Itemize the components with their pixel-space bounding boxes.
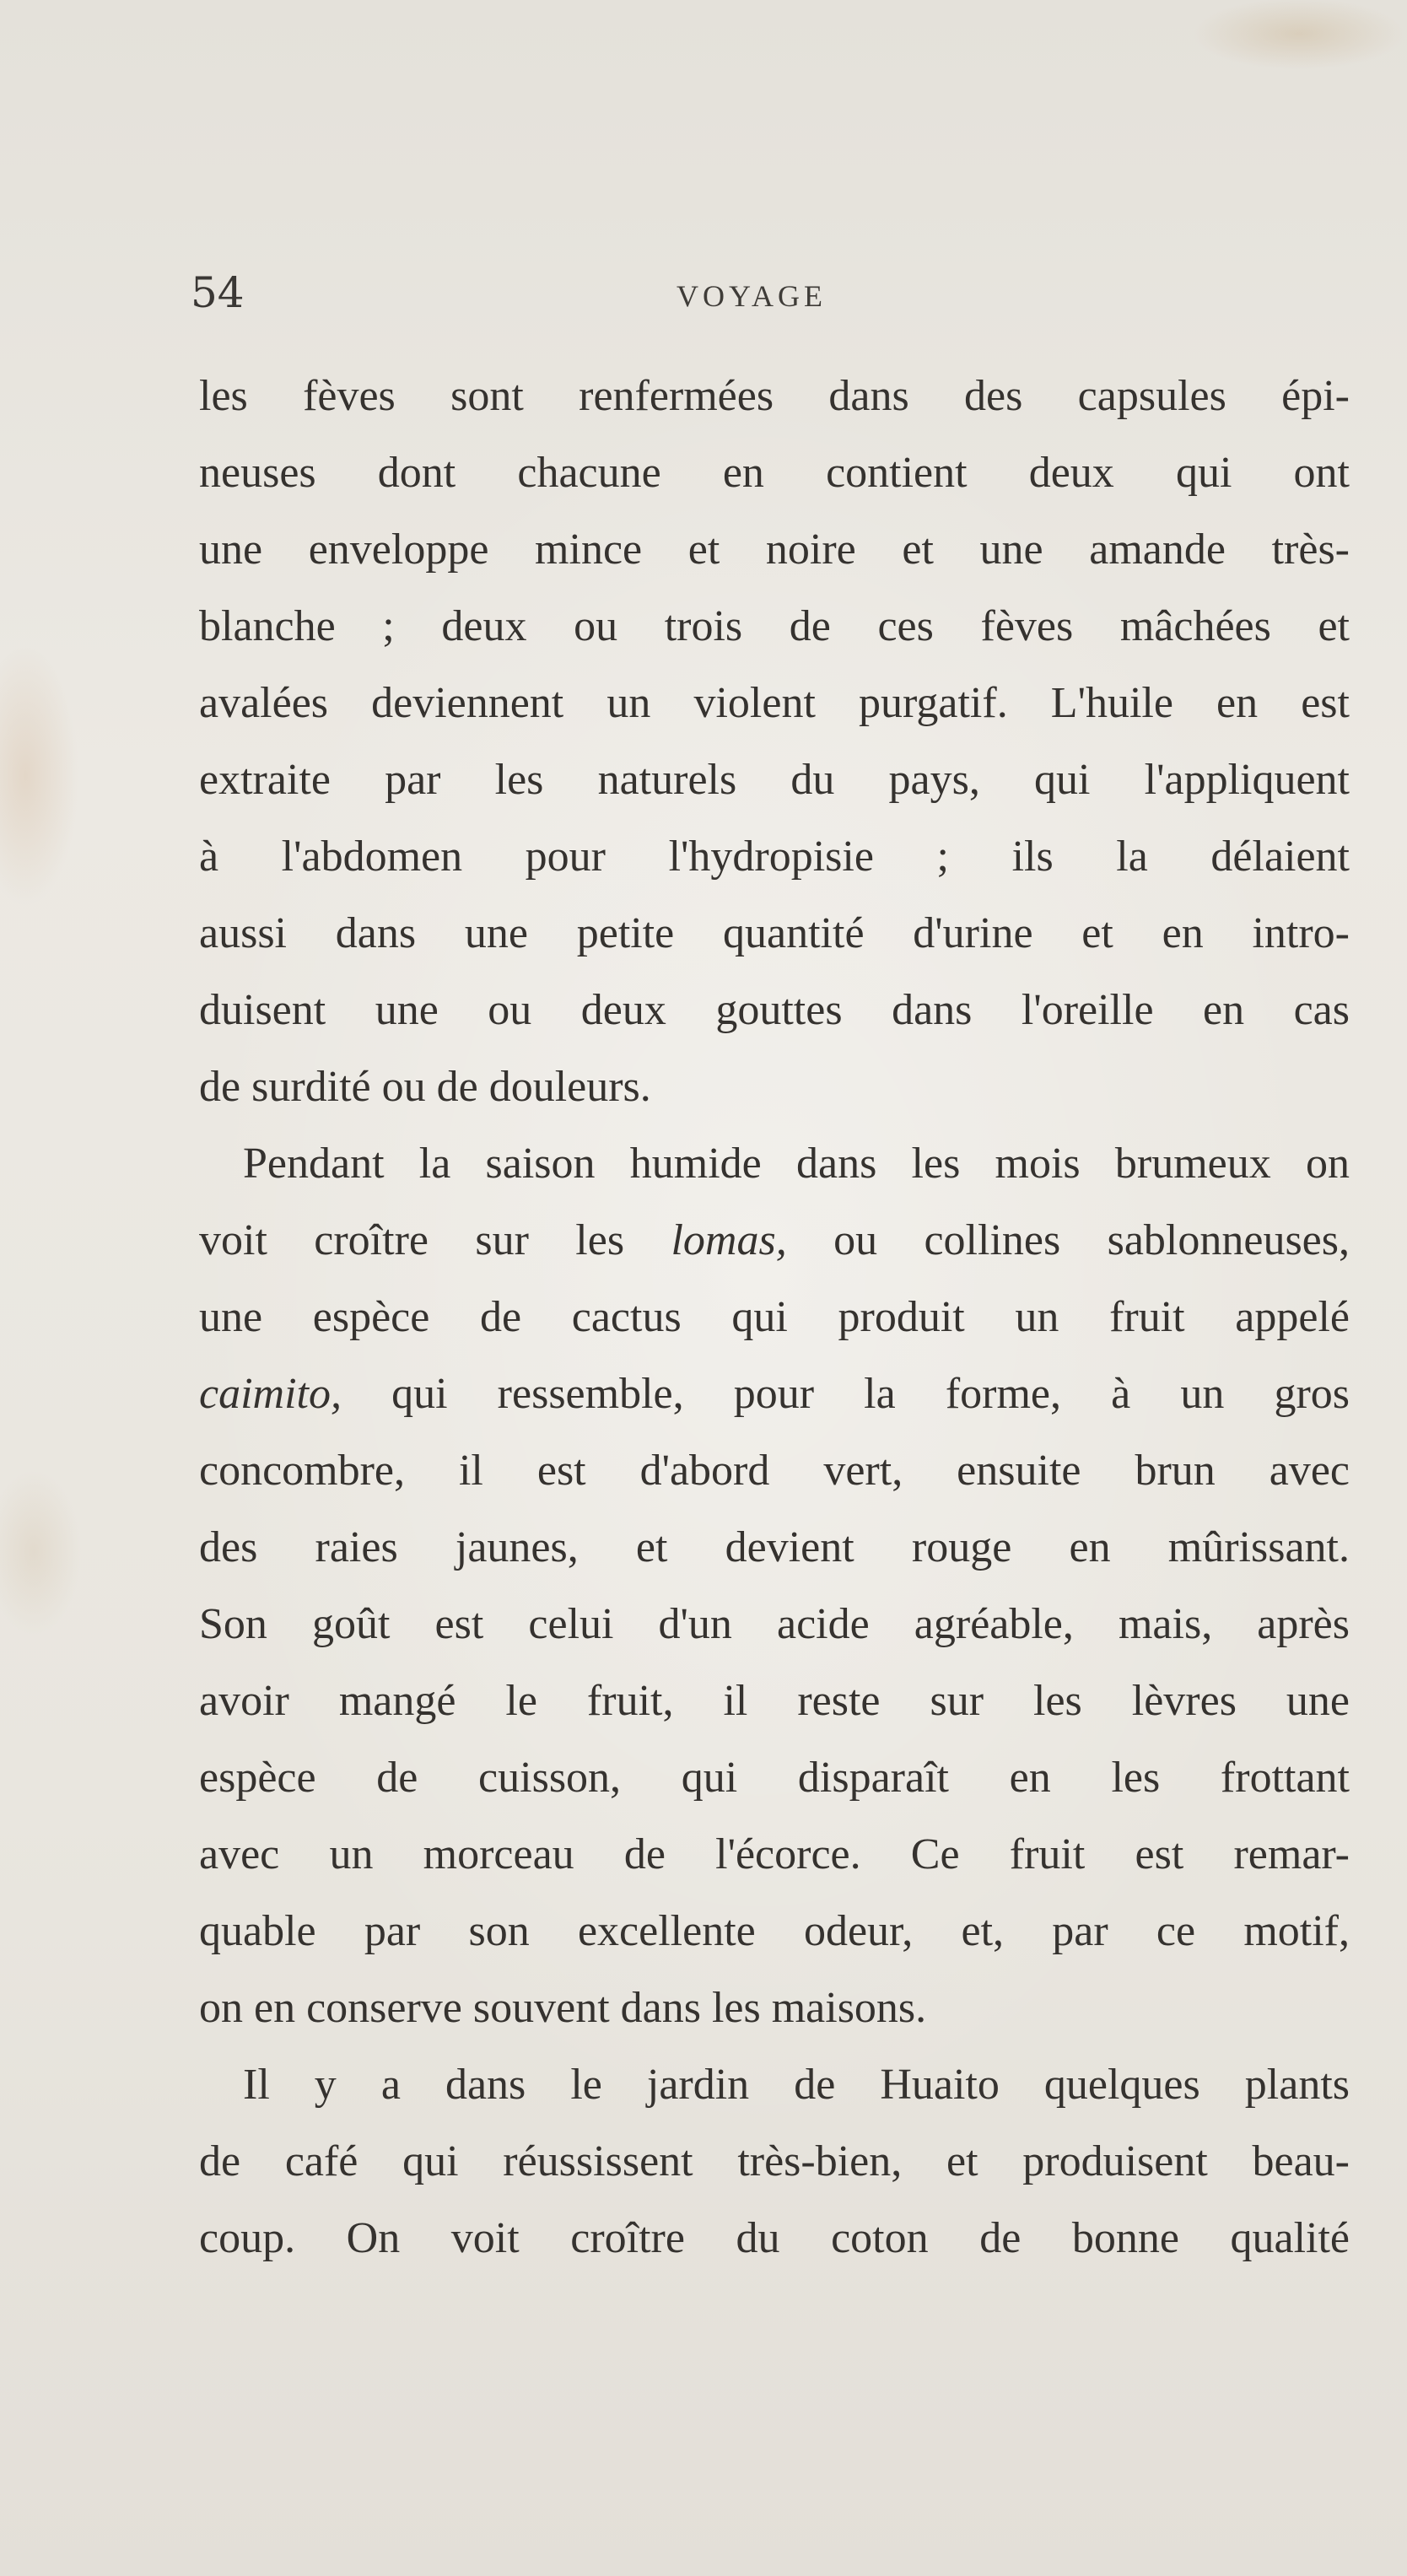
text-line: blanche ; deux ou trois de ces fèves mâchées et — [199, 602, 1350, 650]
text-line: neuses dont chacune en contient deux qui ont — [199, 449, 1350, 497]
text-line: concombre, il est d'abord vert, ensuite brun avec — [199, 1447, 1350, 1495]
text-line: espèce de cuisson, qui disparaît en les frottant — [199, 1754, 1350, 1802]
text-line: quable par son excellente odeur, et, par ce motif, — [199, 1907, 1350, 1955]
text-line: de surdité ou de douleurs. — [199, 1063, 651, 1111]
text-line: une enveloppe mince et noire et une amande très- — [199, 525, 1350, 574]
text-fragment: qui ressemble, pour la forme, à un gros — [341, 1370, 1350, 1418]
text-line: une espèce de cactus qui produit un fruit appelé — [199, 1293, 1350, 1341]
italic-term-lomas: lomas, — [671, 1216, 787, 1264]
text-line: duisent une ou deux gouttes dans l'oreille en cas — [199, 986, 1350, 1034]
italic-term-caimito: caimito, — [199, 1370, 342, 1418]
text-fragment: voit croître sur les — [199, 1216, 671, 1264]
text-line: avec un morceau de l'écorce. Ce fruit est remar- — [199, 1830, 1350, 1878]
text-line: aussi dans une petite quantité d'urine et en intro- — [199, 909, 1350, 957]
paragraph-2 — [199, 1125, 1350, 2046]
text-line-with-italic — [199, 1355, 1350, 1432]
text-line: on en conserve souvent dans les maisons. — [199, 1984, 927, 2032]
text-line: Son goût est celui d'un acide agréable, mais, après — [199, 1600, 1350, 1648]
text-line: avalées deviennent un violent purgatif. L'huile en est — [199, 679, 1350, 727]
text-line: Pendant la saison humide dans les mois brumeux on — [243, 1140, 1350, 1188]
page-header — [191, 268, 1240, 319]
text-line: Il y a dans le jardin de Huaito quelques plants — [243, 2061, 1350, 2109]
text-line: des raies jaunes, et devient rouge en mûrissant. — [199, 1523, 1350, 1571]
text-line: extraite par les naturels du pays, qui l'appliquent — [199, 756, 1350, 804]
running-head: VOYAGE — [677, 279, 827, 313]
paragraph-1 — [199, 358, 1350, 1125]
text-line: coup. On voit croître du coton de bonne qualité — [199, 2214, 1350, 2262]
body-text — [199, 358, 1350, 2277]
text-line: de café qui réussissent très-bien, et produisent beau- — [199, 2137, 1350, 2185]
text-line: les fèves sont renfermées dans des capsules épi- — [199, 372, 1350, 420]
text-line-with-italic — [199, 1202, 1350, 1279]
text-line: à l'abdomen pour l'hydropisie ; ils la délaient — [199, 833, 1350, 881]
paragraph-3 — [199, 2046, 1350, 2277]
text-line: avoir mangé le fruit, il reste sur les lèvres une — [199, 1677, 1350, 1725]
page-number: 54 — [191, 268, 245, 317]
text-fragment: ou collines sablonneuses, — [786, 1216, 1350, 1264]
